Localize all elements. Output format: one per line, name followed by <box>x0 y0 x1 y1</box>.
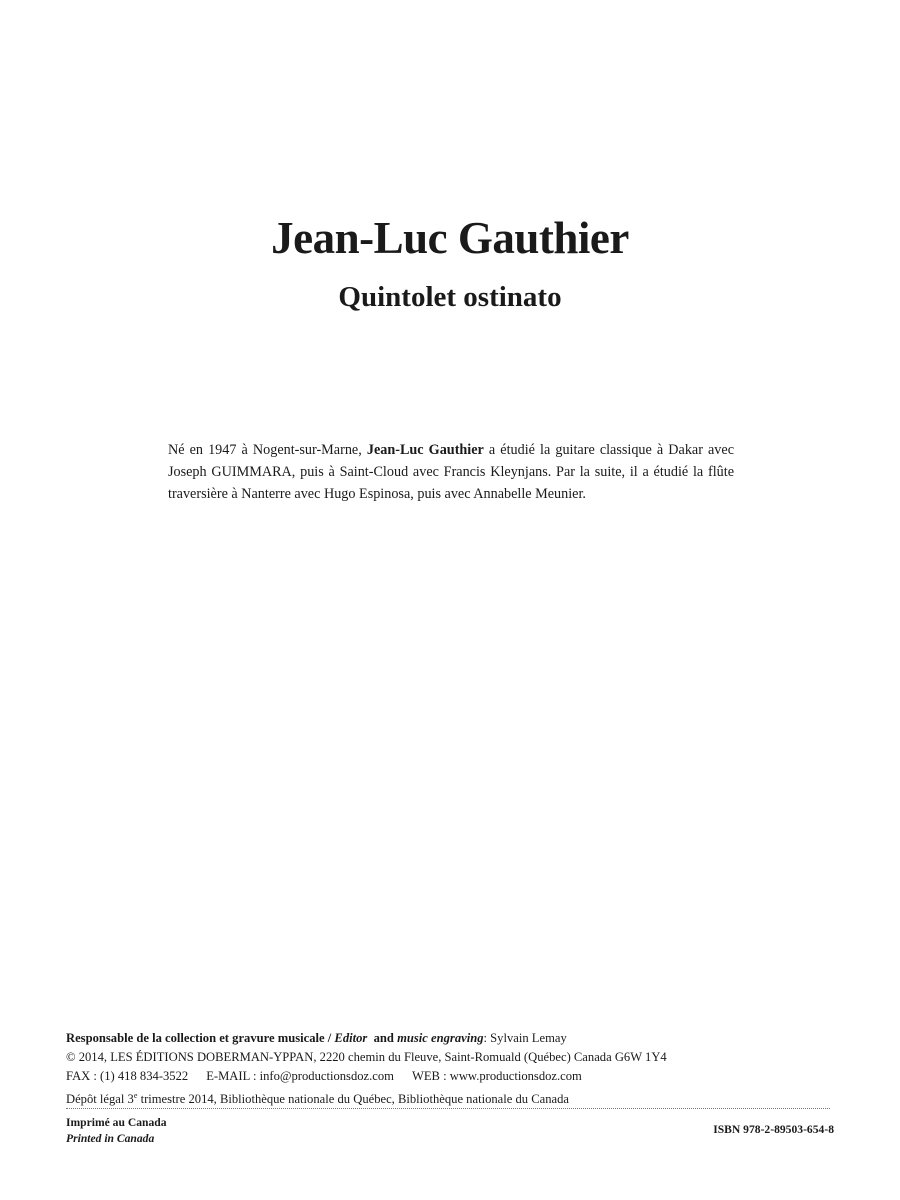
fax-number: FAX : (1) 418 834-3522 <box>66 1069 189 1083</box>
legal-deposit <box>66 1086 836 1109</box>
legal-deposit-rest: trimestre 2014, Bibliothèque nationale du Québec, Bibliothèque nationale du Canada <box>137 1092 569 1107</box>
editor-name: : Sylvain Lemay <box>483 1031 567 1045</box>
colophon <box>66 1029 836 1109</box>
copyright-line: © 2014, LES ÉDITIONS DOBERMAN-YPPAN, 2220 chemin du Fleuve, Saint-Romuald (Québec) Canada G6W 1Y4 <box>66 1050 667 1064</box>
isbn-number: ISBN 978-2-89503-654-8 <box>713 1123 834 1136</box>
editor-credit <box>66 1029 836 1048</box>
editor-label-and: and <box>373 1031 394 1045</box>
composer-name: Jean-Luc Gauthier <box>271 213 629 263</box>
bio-composer-name: Jean-Luc Gauthier <box>366 442 484 458</box>
work-title: Quintolet ostinato <box>338 281 562 313</box>
editor-label-fr: Responsable de la collection et gravure musicale / <box>66 1031 332 1045</box>
printed-in <box>66 1115 167 1147</box>
engraving-label-en: music engraving <box>397 1031 484 1045</box>
footer-divider <box>66 1108 830 1109</box>
editor-label-en: Editor <box>334 1031 368 1045</box>
composer-biography <box>168 439 734 505</box>
bio-text-rest: a étudié la guitare classique à Dakar avec Joseph GUIMMARA, puis à Saint-Cloud avec Francis Kleynjans. Par la suite, il a étudié la flûte traversière à Nanterre avec Hugo Espinosa, puis avec Annabelle Meunier. <box>168 442 734 502</box>
contact-line <box>66 1067 836 1086</box>
legal-deposit-superscript: e <box>133 1091 138 1100</box>
bio-text-start: Né en 1947 à Nogent-sur-Marne, <box>168 442 367 458</box>
email-address: E-MAIL : info@productionsdoz.com <box>206 1069 394 1083</box>
printed-in-fr: Imprimé au Canada <box>66 1116 167 1129</box>
printed-in-en: Printed in Canada <box>66 1132 155 1145</box>
legal-deposit-start: Dépôt légal 3 <box>66 1092 134 1107</box>
website: WEB : www.productionsdoz.com <box>411 1069 582 1083</box>
